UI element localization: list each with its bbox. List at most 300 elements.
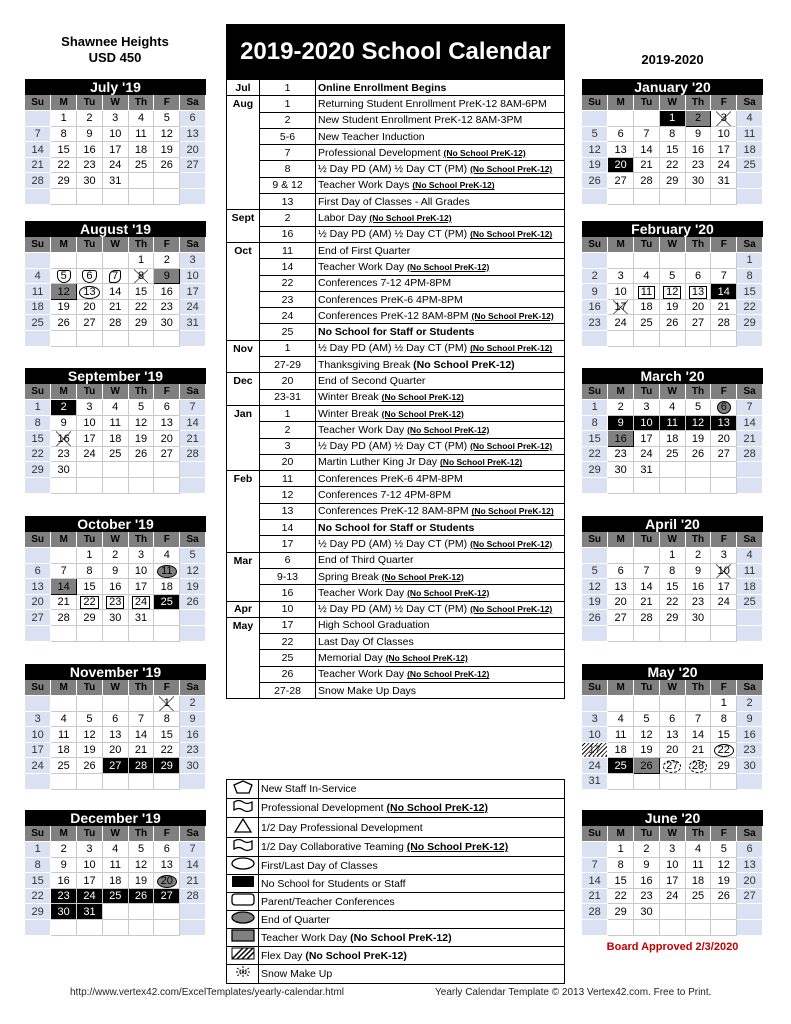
day-cell: 13 — [608, 142, 634, 158]
weekday-header: F — [154, 384, 180, 400]
day-cell: 24 — [180, 299, 206, 315]
event-description: Conferences PreK-6 4PM-8PM — [316, 471, 565, 487]
weekday-header: M — [51, 95, 77, 111]
event-date: 24 — [260, 308, 316, 324]
month-name: May '20 — [582, 664, 763, 680]
day-cell: 23 — [634, 888, 660, 904]
flag-icon — [227, 838, 259, 857]
event-month — [227, 161, 260, 177]
event-description: Teacher Work Day (No School PreK-12) — [316, 666, 565, 682]
day-cell: 23 — [102, 594, 128, 610]
day-cell: 10 — [77, 415, 103, 431]
event-month — [227, 438, 260, 454]
day-cell — [128, 626, 154, 642]
day-cell: 21 — [582, 888, 608, 904]
weekday-header: Su — [582, 826, 608, 842]
event-month — [227, 177, 260, 193]
event-month — [227, 568, 260, 584]
day-cell — [634, 548, 660, 564]
day-cell: 30 — [634, 904, 660, 920]
weekday-header: Th — [128, 680, 154, 696]
event-description: High School Graduation — [316, 617, 565, 633]
event-month — [227, 682, 260, 698]
day-cell: 16 — [51, 873, 77, 889]
weekday-header: F — [711, 532, 737, 548]
day-cell: 20 — [685, 299, 711, 315]
day-cell: 30 — [685, 173, 711, 189]
event-date: 12 — [260, 487, 316, 503]
day-cell — [77, 189, 103, 205]
event-month — [227, 422, 260, 438]
day-cell: 27 — [25, 610, 51, 626]
day-cell: 26 — [77, 758, 103, 774]
day-cell: 21 — [25, 157, 51, 173]
day-cell: 6 — [102, 711, 128, 727]
day-cell — [102, 189, 128, 205]
event-date: 17 — [260, 617, 316, 633]
day-cell: 22 — [77, 594, 103, 610]
month-name: November '19 — [25, 664, 206, 680]
day-cell: 31 — [180, 315, 206, 331]
event-month — [227, 650, 260, 666]
day-cell: 17 — [102, 142, 128, 158]
day-cell: 10 — [634, 415, 660, 431]
month-calendar — [25, 664, 206, 790]
day-cell: 4 — [102, 842, 128, 858]
day-cell: 11 — [102, 415, 128, 431]
event-month: Oct — [227, 242, 260, 258]
day-cell — [582, 548, 608, 564]
event-row — [227, 291, 565, 307]
day-cell: 22 — [154, 742, 180, 758]
day-cell — [128, 331, 154, 347]
day-cell: 17 — [711, 142, 737, 158]
weekday-header: W — [659, 95, 685, 111]
day-cell: 13 — [737, 857, 763, 873]
day-cell: 5 — [154, 111, 180, 127]
day-cell: 2 — [685, 548, 711, 564]
day-cell: 12 — [685, 415, 711, 431]
day-cell — [51, 920, 77, 936]
day-cell: 1 — [25, 842, 51, 858]
day-cell: 20 — [608, 157, 634, 173]
weekday-header: Th — [128, 237, 154, 253]
day-cell — [737, 462, 763, 478]
day-cell: 16 — [685, 142, 711, 158]
day-cell: 25 — [737, 157, 763, 173]
day-cell: 13 — [659, 727, 685, 743]
day-cell: 25 — [102, 446, 128, 462]
event-row — [227, 405, 565, 421]
day-cell: 28 — [737, 446, 763, 462]
day-cell: 12 — [659, 284, 685, 300]
day-cell: 22 — [25, 446, 51, 462]
day-cell — [77, 920, 103, 936]
day-cell — [582, 331, 608, 347]
day-cell — [25, 696, 51, 712]
day-cell: 20 — [154, 431, 180, 447]
day-cell: 21 — [634, 157, 660, 173]
day-cell: 12 — [128, 415, 154, 431]
day-cell: 11 — [154, 563, 180, 579]
day-cell: 22 — [711, 742, 737, 758]
day-cell — [25, 331, 51, 347]
day-cell: 20 — [737, 873, 763, 889]
day-cell: 3 — [711, 111, 737, 127]
day-cell — [25, 111, 51, 127]
day-cell: 5 — [582, 563, 608, 579]
day-cell: 6 — [25, 563, 51, 579]
footer-url: http://www.vertex42.com/ExcelTemplates/yearly-calendar.html — [70, 987, 344, 998]
event-month: Jan — [227, 405, 260, 421]
day-cell: 19 — [582, 594, 608, 610]
event-row — [227, 275, 565, 291]
day-cell: 24 — [128, 594, 154, 610]
event-month — [227, 194, 260, 210]
month-calendar — [25, 221, 206, 347]
weekday-header: Th — [128, 95, 154, 111]
day-cell — [102, 774, 128, 790]
day-cell — [582, 626, 608, 642]
day-cell: 1 — [128, 253, 154, 269]
day-cell: 29 — [582, 462, 608, 478]
day-cell: 27 — [154, 888, 180, 904]
weekday-header: Sa — [737, 384, 763, 400]
event-date: 6 — [260, 552, 316, 568]
day-cell: 18 — [685, 873, 711, 889]
day-cell: 1 — [737, 253, 763, 269]
event-month — [227, 520, 260, 536]
day-cell: 9 — [737, 711, 763, 727]
weekday-header: M — [51, 532, 77, 548]
day-cell — [128, 478, 154, 494]
day-cell — [685, 189, 711, 205]
day-cell: 14 — [737, 415, 763, 431]
day-cell: 19 — [77, 742, 103, 758]
day-cell — [25, 920, 51, 936]
day-cell: 29 — [25, 462, 51, 478]
day-cell — [154, 904, 180, 920]
day-cell: 19 — [128, 873, 154, 889]
event-description: Conferences PreK-12 8AM-8PM (No School PreK-12) — [316, 308, 565, 324]
day-cell: 15 — [711, 727, 737, 743]
black-box-icon — [227, 875, 259, 893]
day-cell — [685, 478, 711, 494]
day-cell: 12 — [128, 857, 154, 873]
day-cell: 6 — [659, 711, 685, 727]
event-description: End of Second Quarter — [316, 373, 565, 389]
event-row — [227, 373, 565, 389]
event-row — [227, 536, 565, 552]
day-cell: 27 — [154, 446, 180, 462]
month-name: December '19 — [25, 810, 206, 826]
day-cell: 2 — [180, 696, 206, 712]
event-date: 23-31 — [260, 389, 316, 405]
day-cell — [608, 331, 634, 347]
day-cell — [737, 173, 763, 189]
day-cell: 29 — [659, 173, 685, 189]
month-calendar — [25, 368, 206, 494]
day-cell: 6 — [608, 563, 634, 579]
day-cell: 10 — [180, 268, 206, 284]
month-calendar — [582, 516, 763, 642]
day-cell: 6 — [608, 126, 634, 142]
event-date: 25 — [260, 650, 316, 666]
legend-label: First/Last Day of Classes — [259, 857, 565, 875]
day-cell: 17 — [77, 873, 103, 889]
day-cell: 9 — [51, 415, 77, 431]
event-month — [227, 666, 260, 682]
event-date: 16 — [260, 226, 316, 242]
event-description: New Student Enrollment PreK-12 8AM-3PM — [316, 112, 565, 128]
event-date: 11 — [260, 242, 316, 258]
day-cell — [154, 331, 180, 347]
day-cell — [128, 920, 154, 936]
day-cell: 1 — [25, 400, 51, 416]
event-description: ½ Day PD (AM) ½ Day CT (PM) (No School PreK-12) — [316, 438, 565, 454]
event-date: 14 — [260, 259, 316, 275]
day-cell: 20 — [608, 594, 634, 610]
day-cell: 19 — [154, 142, 180, 158]
weekday-header: M — [608, 680, 634, 696]
day-cell: 12 — [582, 142, 608, 158]
event-date: 14 — [260, 520, 316, 536]
day-cell — [659, 253, 685, 269]
day-cell: 4 — [737, 548, 763, 564]
weekday-header: Su — [25, 532, 51, 548]
day-cell: 27 — [77, 315, 103, 331]
day-cell: 4 — [25, 268, 51, 284]
day-cell — [711, 189, 737, 205]
day-cell: 1 — [659, 548, 685, 564]
day-cell — [737, 610, 763, 626]
day-cell: 18 — [102, 431, 128, 447]
day-cell: 8 — [25, 415, 51, 431]
event-description: Teacher Work Day (No School PreK-12) — [316, 259, 565, 275]
legend-label: No School for Students or Staff — [259, 875, 565, 893]
weekday-header: Th — [128, 826, 154, 842]
event-row — [227, 80, 565, 96]
event-date: 9 & 12 — [260, 177, 316, 193]
day-cell — [634, 478, 660, 494]
day-cell: 22 — [128, 299, 154, 315]
day-cell — [582, 696, 608, 712]
weekday-header: Su — [582, 680, 608, 696]
event-month — [227, 145, 260, 161]
day-cell: 8 — [711, 711, 737, 727]
event-row — [227, 520, 565, 536]
day-cell: 25 — [608, 758, 634, 774]
day-cell: 21 — [180, 431, 206, 447]
day-cell — [128, 462, 154, 478]
day-cell: 30 — [737, 758, 763, 774]
legend-label: Professional Development (No School PreK-12) — [259, 799, 565, 818]
weekday-header: Su — [582, 384, 608, 400]
legend-label: Parent/Teacher Conferences — [259, 893, 565, 911]
day-cell: 2 — [685, 111, 711, 127]
day-cell: 16 — [582, 299, 608, 315]
day-cell: 29 — [128, 315, 154, 331]
day-cell: 23 — [77, 157, 103, 173]
day-cell: 26 — [711, 888, 737, 904]
day-cell — [180, 626, 206, 642]
day-cell: 19 — [51, 299, 77, 315]
day-cell — [180, 189, 206, 205]
day-cell: 14 — [180, 415, 206, 431]
day-cell: 15 — [737, 284, 763, 300]
event-date: 1 — [260, 96, 316, 112]
day-cell — [659, 189, 685, 205]
flag-icon — [227, 799, 259, 818]
weekday-header: W — [102, 237, 128, 253]
weekday-header: W — [102, 384, 128, 400]
day-cell: 24 — [634, 446, 660, 462]
day-cell — [737, 189, 763, 205]
day-cell: 31 — [582, 774, 608, 790]
day-cell — [77, 478, 103, 494]
day-cell: 5 — [634, 711, 660, 727]
day-cell: 5 — [128, 400, 154, 416]
day-cell: 27 — [711, 446, 737, 462]
event-description: End of Third Quarter — [316, 552, 565, 568]
day-cell: 2 — [154, 253, 180, 269]
day-cell — [154, 173, 180, 189]
weekday-header: Sa — [737, 532, 763, 548]
day-cell: 4 — [737, 111, 763, 127]
event-row — [227, 601, 565, 617]
day-cell — [711, 920, 737, 936]
day-cell — [685, 331, 711, 347]
day-cell: 24 — [659, 888, 685, 904]
event-row — [227, 389, 565, 405]
day-cell: 10 — [608, 284, 634, 300]
day-cell — [634, 696, 660, 712]
day-cell: 18 — [102, 873, 128, 889]
day-cell — [51, 626, 77, 642]
weekday-header: Th — [685, 95, 711, 111]
weekday-header: Su — [25, 384, 51, 400]
day-cell — [25, 774, 51, 790]
day-cell: 23 — [608, 446, 634, 462]
day-cell: 30 — [102, 610, 128, 626]
day-cell: 30 — [51, 462, 77, 478]
day-cell: 2 — [51, 400, 77, 416]
month-name: October '19 — [25, 516, 206, 532]
day-cell: 15 — [25, 431, 51, 447]
day-cell — [102, 331, 128, 347]
weekday-header: Sa — [180, 826, 206, 842]
event-month — [227, 128, 260, 144]
legend-row — [227, 929, 565, 947]
day-cell: 21 — [51, 594, 77, 610]
day-cell: 25 — [659, 446, 685, 462]
day-cell — [737, 331, 763, 347]
weekday-header: F — [154, 95, 180, 111]
weekday-header: Tu — [77, 384, 103, 400]
event-date: 7 — [260, 145, 316, 161]
day-cell: 29 — [659, 610, 685, 626]
day-cell: 8 — [154, 711, 180, 727]
event-month — [227, 291, 260, 307]
event-month — [227, 308, 260, 324]
day-cell: 27 — [180, 157, 206, 173]
day-cell — [128, 189, 154, 205]
day-cell: 2 — [582, 268, 608, 284]
weekday-header: Sa — [737, 95, 763, 111]
event-description: Thanksgiving Break (No School PreK-12) — [316, 357, 565, 373]
day-cell: 30 — [51, 904, 77, 920]
day-cell: 4 — [634, 268, 660, 284]
event-description: Conferences PreK-6 4PM-8PM — [316, 291, 565, 307]
weekday-header: Su — [25, 680, 51, 696]
day-cell: 4 — [685, 842, 711, 858]
day-cell — [737, 904, 763, 920]
events-table — [226, 79, 565, 699]
day-cell: 3 — [582, 711, 608, 727]
day-cell: 17 — [711, 579, 737, 595]
day-cell — [608, 253, 634, 269]
event-description: Winter Break (No School PreK-12) — [316, 405, 565, 421]
day-cell: 22 — [659, 594, 685, 610]
weekday-header: F — [711, 384, 737, 400]
day-cell — [634, 331, 660, 347]
day-cell: 11 — [634, 284, 660, 300]
event-row — [227, 682, 565, 698]
day-cell: 26 — [128, 888, 154, 904]
weekday-header: Sa — [180, 680, 206, 696]
day-cell: 4 — [154, 548, 180, 564]
month-name: April '20 — [582, 516, 763, 532]
event-month — [227, 389, 260, 405]
day-cell — [659, 696, 685, 712]
day-cell — [608, 920, 634, 936]
weekday-header: W — [659, 680, 685, 696]
day-cell: 5 — [711, 842, 737, 858]
weekday-header: F — [711, 95, 737, 111]
weekday-header: Sa — [737, 826, 763, 842]
footer-copyright: Yearly Calendar Template © 2013 Vertex42.com. Free to Print. — [435, 987, 712, 998]
event-month: Aug — [227, 96, 260, 112]
day-cell: 1 — [711, 696, 737, 712]
weekday-header: Sa — [180, 384, 206, 400]
day-cell — [128, 173, 154, 189]
event-month: May — [227, 617, 260, 633]
event-row — [227, 96, 565, 112]
day-cell — [634, 111, 660, 127]
day-cell: 15 — [128, 284, 154, 300]
weekday-header: Tu — [77, 237, 103, 253]
day-cell: 11 — [608, 727, 634, 743]
day-cell: 1 — [154, 696, 180, 712]
day-cell: 8 — [582, 415, 608, 431]
day-cell: 19 — [582, 157, 608, 173]
day-cell: 29 — [77, 610, 103, 626]
weekday-header: Th — [685, 680, 711, 696]
event-description: Online Enrollment Begins — [316, 80, 565, 96]
day-cell — [659, 331, 685, 347]
day-cell — [154, 189, 180, 205]
weekday-header: Su — [582, 95, 608, 111]
weekday-header: W — [659, 384, 685, 400]
event-date: 20 — [260, 373, 316, 389]
event-month: Sept — [227, 210, 260, 226]
day-cell — [582, 478, 608, 494]
event-date: 2 — [260, 210, 316, 226]
weekday-header: Tu — [77, 680, 103, 696]
day-cell: 28 — [25, 173, 51, 189]
day-cell — [128, 696, 154, 712]
weekday-header: Tu — [634, 237, 660, 253]
